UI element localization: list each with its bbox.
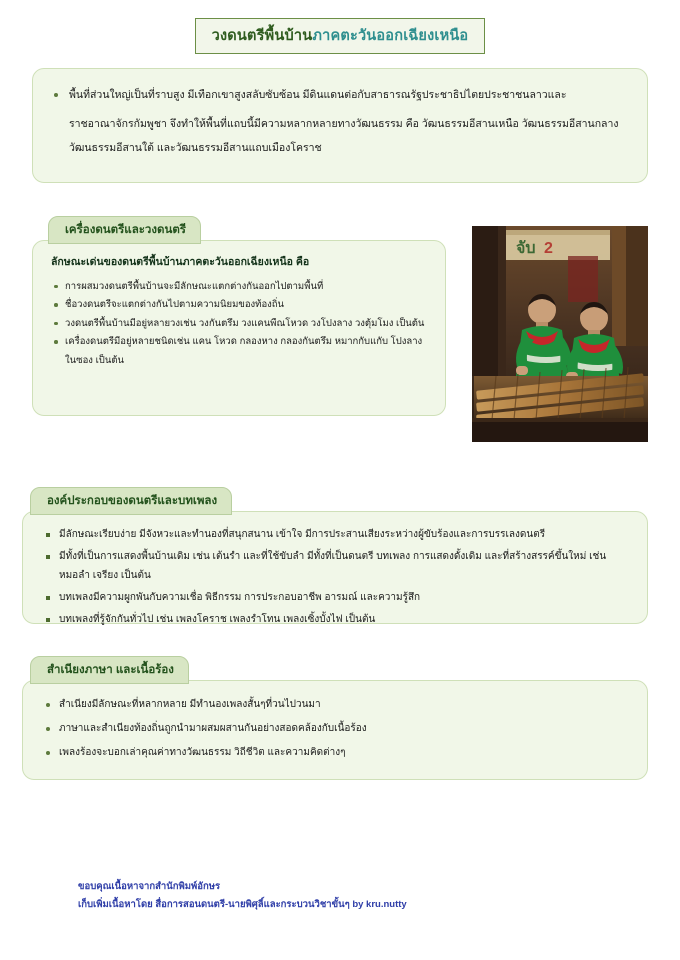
- list-item: มีลักษณะเรียบง่าย มีจังหวะและทำนองที่สนุกสนาน เข้าใจ มีการประสานเสียงระหว่างผู้ขับร้องและการบรรเลงดนตรี: [43, 525, 629, 544]
- intro-continuation-2: วัฒนธรรมอีสานใต้ และวัฒนธรรมอีสานแถบเมืองโคราช: [69, 142, 322, 155]
- section-label-dialect: สำเนียงภาษา และเนื้อร้อง: [30, 656, 189, 684]
- list-item: เครื่องดนตรีมีอยู่หลายชนิดเช่น แคน โหวด กลองหาง กลองกันตรึม หมากกับแกับ โปงลาง: [51, 333, 429, 351]
- section-label-instruments: เครื่องดนตรีและวงดนตรี: [48, 216, 201, 244]
- instruments-bullet-continuation: ในซอง เป็นต้น: [65, 355, 124, 366]
- page-title-wrapper: [0, 18, 680, 54]
- intro-bullet-list: [51, 83, 629, 108]
- page-title: [195, 18, 486, 54]
- footer-credits: [78, 878, 638, 914]
- list-item: ชื่อวงดนตรีจะแตกต่างกันไปตามความนิยมของท้องถิ่น: [51, 296, 429, 314]
- intro-panel: [32, 68, 648, 183]
- list-item: การผสมวงดนตรีพื้นบ้านจะมีลักษณะแตกต่างกันออกไปตามพื้นที่: [51, 278, 429, 296]
- footer-line-2: เก็บเพิ่มเนื้อหาโดย สื่อการสอนดนตรี-นายพิศุลิ์และกระบวนวิชาขั้นๆ by kru.nutty: [78, 899, 407, 911]
- page-title-primary: วงดนตรีพื้นบ้าน: [211, 28, 313, 44]
- dialect-bullet-list: [43, 695, 629, 762]
- dialect-panel: [22, 680, 648, 780]
- performance-photo-graphic: [472, 226, 648, 442]
- section-label-components: องค์ประกอบของดนตรีและบทเพลง: [30, 487, 232, 515]
- instruments-subheading: ลักษณะเด่นของดนตรีพื้นบ้านภาคตะวันออกเฉียงเหนือ คือ: [51, 256, 310, 268]
- list-item: บทเพลงที่รู้จักกันทั่วไป เช่น เพลงโคราช เพลงรำโทน เพลงเซิ้งบั้งไฟ เป็นต้น: [43, 610, 629, 629]
- list-item: เพลงร้องจะบอกเล่าคุณค่าทางวัฒนธรรม วิถีชีวิต และความคิดต่างๆ: [43, 743, 629, 762]
- instruments-bullet-list: [51, 278, 429, 351]
- list-item: สำเนียงมีลักษณะที่หลากหลาย มีทำนองเพลงสั้นๆที่วนไปวนมา: [43, 695, 629, 714]
- performance-photo: [472, 226, 648, 442]
- svg-text:จับ: จับ: [516, 240, 536, 257]
- list-item: วงดนตรีพื้นบ้านมีอยู่หลายวงเช่น วงกันตรึม วงแคนพืณโหวด วงโปงลาง วงตุ้มโมง เป็นต้น: [51, 315, 429, 333]
- components-bullet-list: [43, 525, 629, 629]
- list-item: ภาษาและสำเนียงท้องถิ่นถูกนำมาผสมผสานกันอย่างสอดคล้องกับเนื้อร้อง: [43, 719, 629, 738]
- list-item: มีทั้งที่เป็นการแสดงพื้นบ้านเดิม เช่น เต้นรำ และที่ใช้ขับลำ มีทั้งที่เป็นดนตรี บทเพลง การแสดงดั้งเดิม และที่สร้างสรรค์ขึ้นใหม่ เช่น หมอลำ เจรียง เป็นต้น: [43, 547, 629, 585]
- list-item: พื้นที่ส่วนใหญ่เป็นที่ราบสูง มีเทือกเขาสูงสลับซับซ้อน มีดินแดนต่อกับสาธารณรัฐประชาธิปไตยประชาชนลาวและ: [51, 83, 629, 108]
- page-title-secondary: ภาคตะวันออกเฉียงเหนือ: [312, 28, 469, 44]
- list-item: บทเพลงมีความผูกพันกับความเชื่อ พิธีกรรม การประกอบอาชีพ อารมณ์ และความรู้สึก: [43, 588, 629, 607]
- svg-text:2: 2: [544, 240, 553, 257]
- components-panel: [22, 511, 648, 624]
- intro-continuation-1: ราชอาณาจักรกัมพูชา จึงทำให้พื้นที่แถบนี้มีความหลากหลายทางวัฒนธรรม คือ วัฒนธรรมอีสานเหนือ วัฒนธรรมอีสานกลาง: [69, 117, 619, 130]
- footer-line-1: ขอบคุณเนื้อหาจากสำนักพิมพ์อักษร: [78, 881, 221, 892]
- instruments-panel: [32, 240, 446, 416]
